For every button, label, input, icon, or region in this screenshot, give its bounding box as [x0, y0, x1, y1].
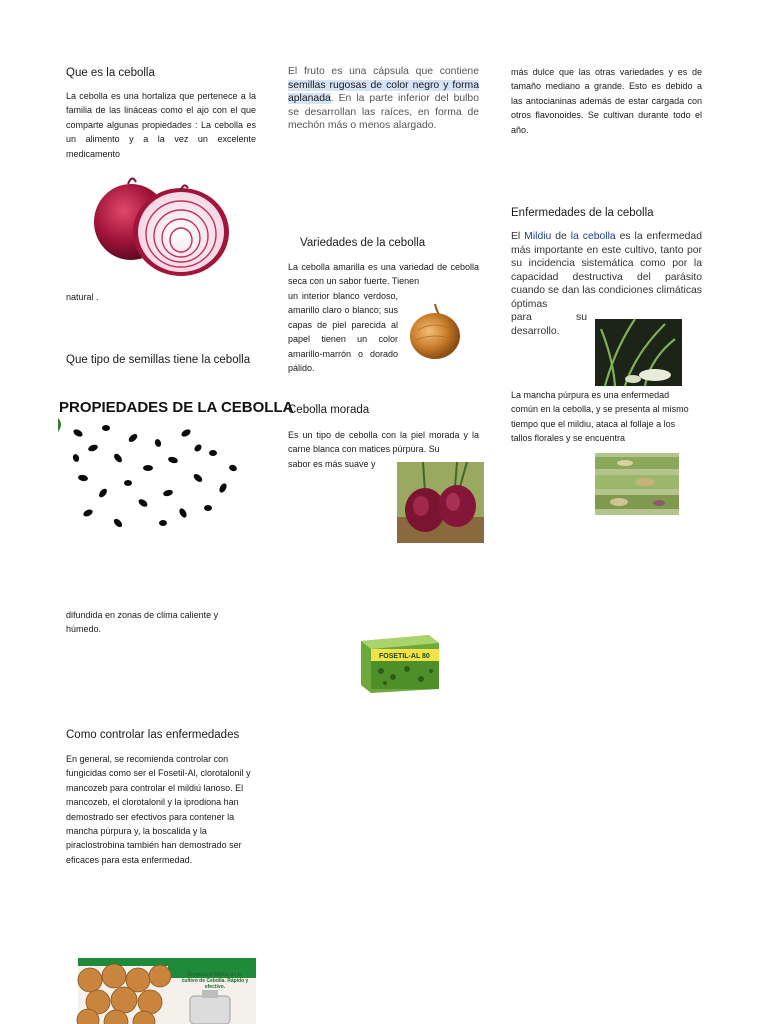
- paragraph-mas-dulce: más dulce que las otras variedades y es de tamaño mediano a grande. Esto es debido a las antocianinas además de estar cargada con otros flavonoides. Se cultivan durante todo el año.: [511, 67, 702, 135]
- paragraph-mildiu-para: para: [511, 312, 532, 323]
- paragraph-que-es-la-cebolla: La cebolla es una hortaliza que pertenece a la familia de las lináceas como el ajo con el que comparte algunas propiedades : La cebolla es un alimento y a la vez un excelente medicamento: [66, 91, 256, 159]
- purple-blotch-image: [595, 453, 679, 515]
- heading-controlar-enfermedades: Como controlar las enfermedades: [66, 729, 240, 741]
- paragraph-tail-natural: natural .: [66, 292, 99, 302]
- paragraph-mildiu: [511, 230, 702, 312]
- paragraph-controlar: En general, se recomienda controlar con fungicidas como ser el Fosetil-Al, clorotalonil y mancozeb para controlar el mildiú lanoso. El mancozeb, el clorotalonil y la iprodiona han demostrado ser efectivos para contener la mancha púrpura y, la boscalida y la piraclostrobina también han demostrado ser eficaces para esta enfermedad.: [66, 754, 251, 865]
- mildiu-body: es la enfermedad más importante en este cultivo, tanto por su incidencia sistemática como por la capacidad destructiva del parásito cuando se dan las condiciones climáticas óptimas: [511, 231, 702, 310]
- mildiu-mid: de: [551, 231, 571, 242]
- paragraph-morada-b: sabor es más suave y: [288, 459, 376, 469]
- purple-onions-image: [397, 462, 484, 543]
- heading-tipo-semillas: Que tipo de semillas tiene la cebolla: [66, 354, 251, 366]
- heading-cebolla-morada: Cebolla morada: [288, 404, 370, 416]
- heading-enfermedades: Enfermedades de la cebolla: [511, 207, 654, 219]
- paragraph-fruto: [288, 65, 479, 133]
- mildew-plant-image: [595, 319, 682, 386]
- ad-headline: Erradica el Mildiu de tu cultivo de Cebolla. Rápido y efectivo.: [181, 972, 249, 990]
- paragraph-morada-a: Es un tipo de cebolla con la piel morada y la carne blanca con matices púrpura. Su: [288, 430, 479, 455]
- heading-variedades: Variedades de la cebolla: [300, 237, 426, 249]
- link-la-cebolla[interactable]: la cebolla: [570, 231, 616, 242]
- red-onion-image: [76, 170, 236, 290]
- seeds-image-title: PROPIEDADES DE LA CEBOLLA: [59, 399, 294, 416]
- paragraph-variedades-a: La cebolla amarilla es una variedad de cebolla seca con un sabor fuerte. Tienen: [288, 262, 479, 287]
- paragraph-fruto-start: El fruto es una cápsula que contiene: [288, 66, 479, 77]
- paragraph-mildiu-desarrollo: desarrollo.: [511, 326, 560, 337]
- link-mildiu[interactable]: Mildiu: [524, 231, 552, 242]
- mildiu-pre: El: [511, 231, 525, 242]
- paragraph-fruto-end: . En la parte inferior del bulbo se desarrollan las raíces, en forma de mechón más o menos alargado.: [288, 93, 479, 132]
- product-label: FOSETIL-AL 80: [379, 653, 430, 660]
- fungicide-ad-image: [78, 958, 256, 1024]
- paragraph-variedades-b: un interior blanco verdoso, amarillo claro o blanco; sus capas de piel parecida al papel tienen un color amarillo-marrón o dorado pálido.: [288, 291, 398, 374]
- seeds-image: [58, 398, 294, 544]
- paragraph-mancha-purpura: La mancha púrpura es una enfermedad común en la cebolla, y se presenta al mismo tiempo que el mildiu, ataca al follaje a los tallos florales y se encuentra: [511, 390, 689, 444]
- highlighted-text: semillas rugosas de color negro y forma aplanada: [288, 79, 479, 105]
- fosetil-product-image: [359, 631, 441, 694]
- yellow-onion-image: [406, 300, 464, 362]
- paragraph-mildiu-su: su: [576, 312, 587, 323]
- paragraph-clima: difundida en zonas de clima caliente y húmedo.: [66, 610, 219, 635]
- heading-que-es-la-cebolla: Que es la cebolla: [66, 67, 155, 79]
